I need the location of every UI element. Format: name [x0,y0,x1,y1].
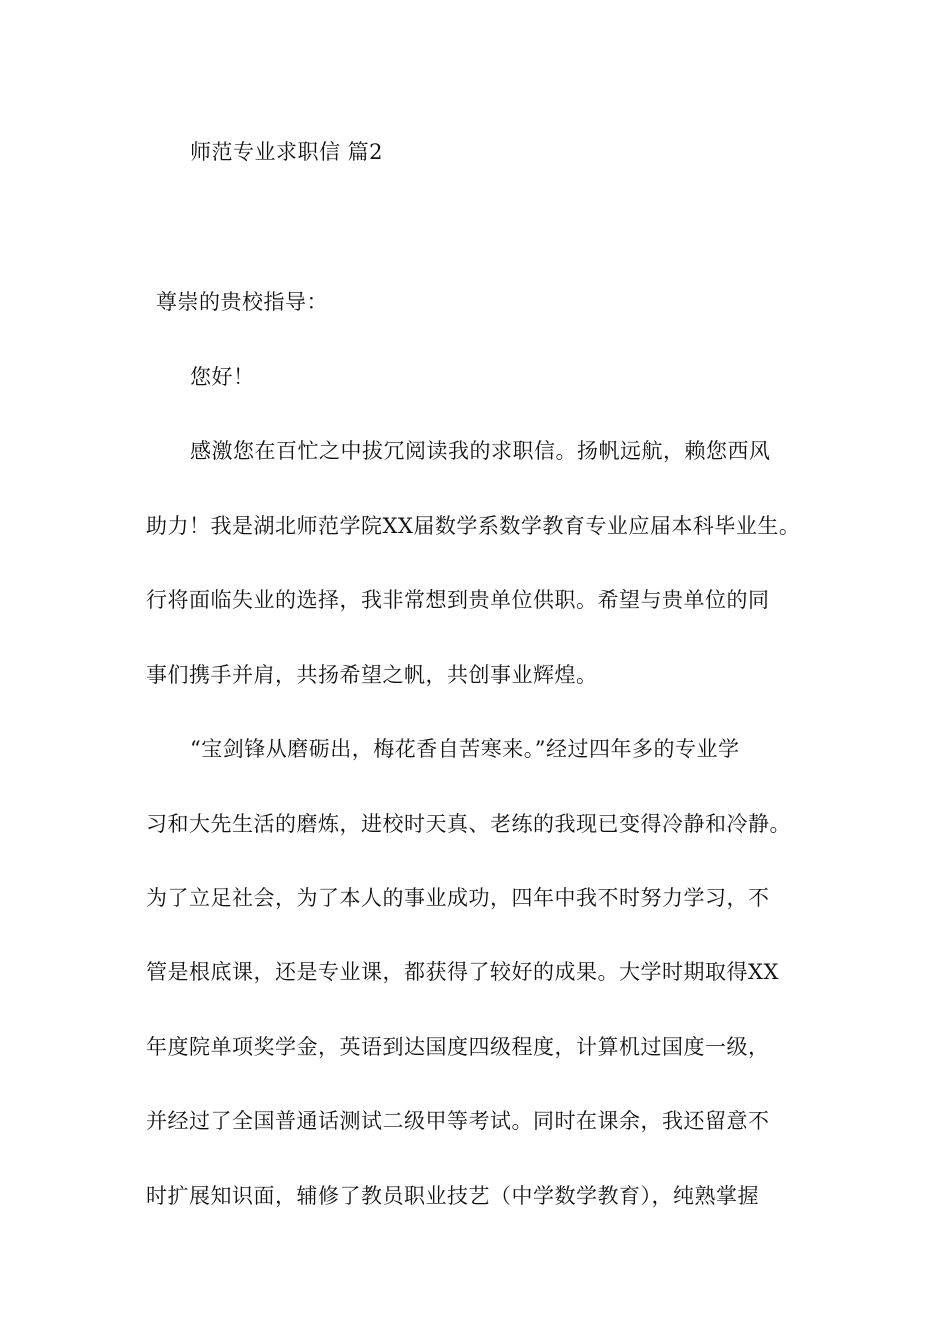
paragraph-line: 时扩展知识面，辅修了教员职业技艺（中学数学教育），纯熟掌握 [146,1184,759,1208]
paragraph-line: 感激您在百忙之中拔冗阅读我的求职信。扬帆远航，赖您西风 [190,439,771,463]
paragraph-line: 事们携手并肩，共扬希望之帆，共创事业辉煌。 [146,663,598,687]
paragraph-line: 助力！我是湖北师范学院XX届数学系数学教育专业应届本科毕业生。 [146,514,801,538]
paragraph-line: 管是根底课，还是专业课，都获得了较好的成果。大学时期取得XX [146,960,779,984]
paragraph-line: 为了立足社会，为了本人的事业成功，四年中我不时努力学习，不 [146,886,770,910]
paragraph-line: “宝剑锋从磨砺出，梅花香自苦寒来。”经过四年多的专业学 [190,737,740,761]
paragraph-line: 行将面临失业的选择，我非常想到贵单位供职。希望与贵单位的同 [146,588,770,612]
paragraph-line: 年度院单项奖学金，英语到达国度四级程度，计算机过国度一级， [146,1035,770,1059]
paragraph-line: 习和大先生活的磨炼，进校时天真、老练的我现已变得冷静和冷静。 [146,812,791,836]
paragraph-line: 并经过了全国普通话测试二级甲等考试。同时在课余，我还留意不 [146,1109,770,1133]
salutation: 尊崇的贵校指导： [156,290,328,314]
document-title: 师范专业求职信 篇2 [190,140,384,164]
greeting: 您好！ [190,365,255,389]
